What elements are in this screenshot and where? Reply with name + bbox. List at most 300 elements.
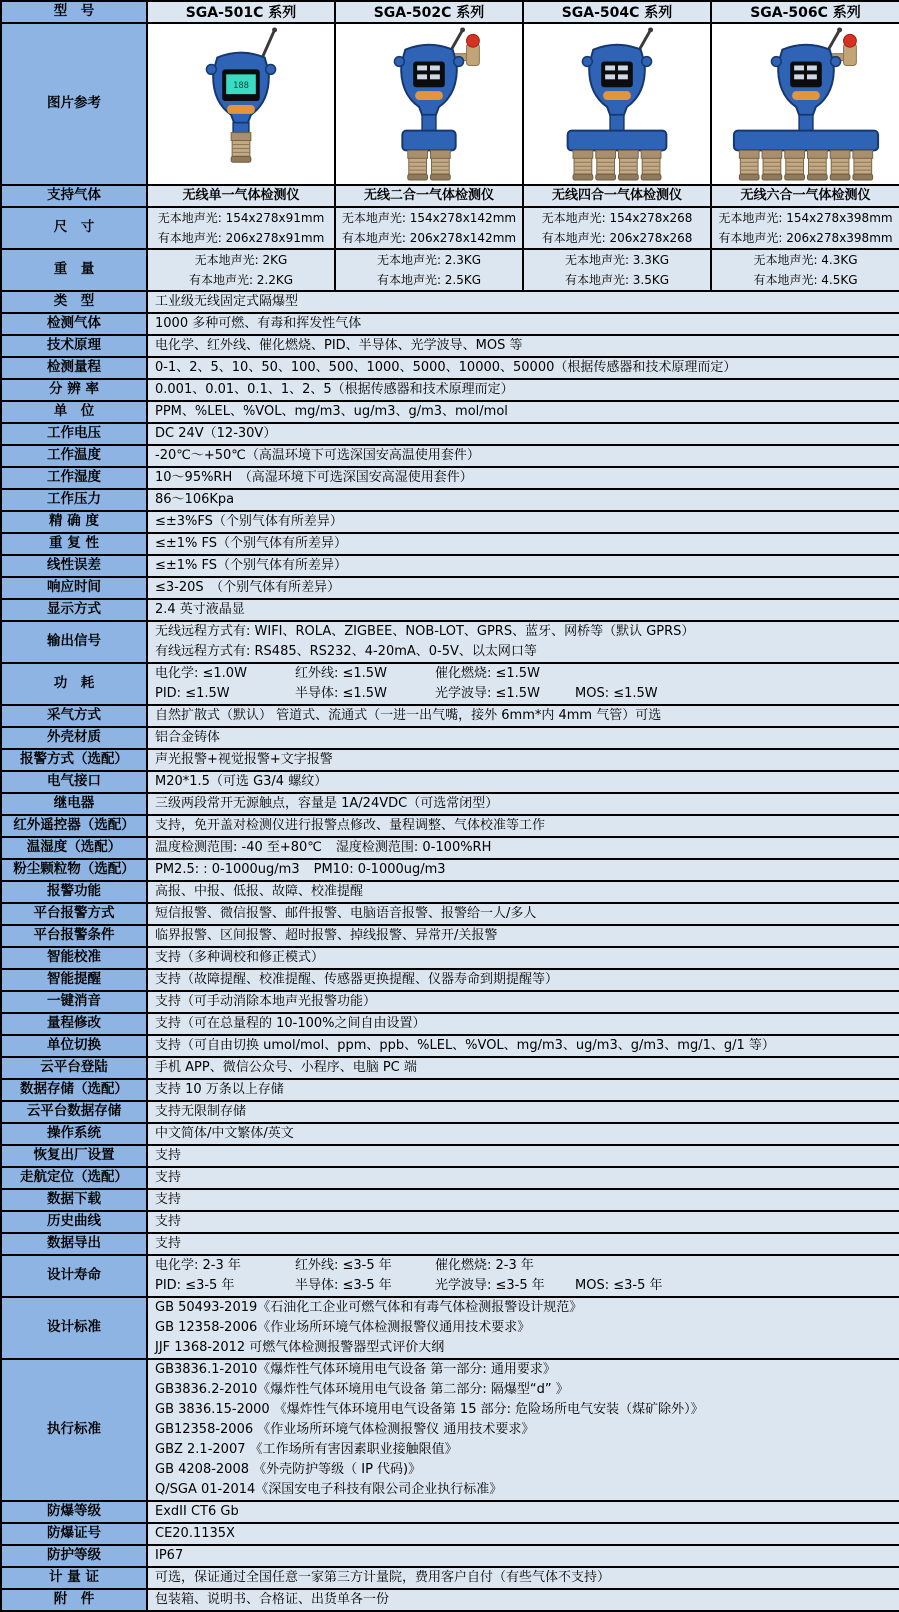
spec-value-cell — [147, 1211, 899, 1233]
spec-segment: 催化燃烧: ≤1.5W — [435, 666, 540, 681]
table-row — [1, 1189, 899, 1211]
spec-segment: 半导体: ≤3-5 年 — [295, 1278, 392, 1293]
spec-line: ≤±1% FS（个别气体有所差异） — [155, 558, 348, 573]
spec-line — [148, 1256, 899, 1276]
spec-value-cell — [147, 1167, 899, 1189]
row-label: 设计寿命 — [1, 1255, 147, 1297]
size-line: 有本地声光: 206x278x398mm — [718, 231, 893, 245]
row-label: 防爆证号 — [1, 1523, 147, 1545]
spec-value-cell — [147, 357, 899, 379]
spec-line: 中文简体/中文繁体/英文 — [155, 1126, 294, 1141]
spec-value-cell — [147, 577, 899, 599]
device-photo-cell — [335, 23, 523, 185]
weight-line: 有本地声光: 2.5KG — [376, 273, 482, 287]
model-name: SGA-506C 系列 — [711, 1, 899, 23]
spec-line: GB 50493-2019《石油化工企业可燃气体和有毒气体检测报警设计规范》 — [155, 1300, 583, 1315]
row-label: 电气接口 — [1, 771, 147, 793]
product-name: 无线六合一气体检测仪 — [740, 188, 871, 203]
row-label: 工作湿度 — [1, 467, 147, 489]
spec-line: 支持（可在总量程的 10-100%之间自由设置） — [155, 1016, 426, 1031]
gas-detector-illustration — [149, 24, 333, 184]
spec-value-cell — [147, 423, 899, 445]
table-row — [1, 313, 899, 335]
spec-line: 支持 — [155, 1170, 182, 1185]
manifold-icon — [568, 131, 667, 151]
row-label: 工作温度 — [1, 445, 147, 467]
row-label: 计 量 证 — [1, 1567, 147, 1589]
spec-line: CE20.1135X — [155, 1526, 235, 1541]
spec-value-cell — [147, 555, 899, 577]
row-label: 功 耗 — [1, 663, 147, 705]
table-row — [1, 881, 899, 903]
spec-line: 铝合金铸体 — [155, 730, 221, 745]
table-row — [1, 1035, 899, 1057]
keypad-icon — [792, 91, 820, 100]
spec-value-cell — [147, 1501, 899, 1523]
spec-table-body — [1, 1, 899, 1611]
weight-cell — [711, 249, 899, 291]
row-label: 粉尘颗粒物（选配） — [1, 859, 147, 881]
row-label: 重 复 性 — [1, 533, 147, 555]
spec-value-cell — [147, 947, 899, 969]
row-label: 走航定位（选配） — [1, 1167, 147, 1189]
spec-line: 10～95%RH （高湿环境下可选深国安高湿使用套件） — [155, 470, 473, 485]
svg-text:188: 188 — [232, 81, 250, 92]
spec-value-cell — [147, 1255, 899, 1297]
row-label: 支持气体 — [1, 185, 147, 207]
spec-value-cell — [147, 771, 899, 793]
weight-cell — [147, 249, 335, 291]
spec-value-cell — [147, 749, 899, 771]
table-row — [1, 1255, 899, 1297]
device-photo-cell — [711, 23, 899, 185]
spec-line: GB 3836.15-2000 《爆炸性气体环境用电气设备第 15 部分: 危险场所电气安装（煤矿除外）》 — [155, 1402, 704, 1417]
row-label: 精 确 度 — [1, 511, 147, 533]
weight-line: 有本地声光: 2.2KG — [188, 273, 294, 287]
size-line: 无本地声光: 154x278x398mm — [718, 211, 893, 225]
weight-line: 无本地声光: 2.3KG — [376, 253, 482, 267]
spec-line: 2.4 英寸液晶显 — [155, 602, 245, 617]
spec-line: 高报、中报、低报、故障、校准提醒 — [155, 884, 364, 899]
table-row — [1, 903, 899, 925]
row-label: 防爆等级 — [1, 1501, 147, 1523]
size-line: 无本地声光: 154x278x91mm — [157, 211, 325, 225]
spec-line: 支持 — [155, 1148, 182, 1163]
table-row — [1, 859, 899, 881]
spec-line — [148, 838, 899, 858]
spec-value-cell — [147, 467, 899, 489]
table-row — [1, 445, 899, 467]
spec-value-cell — [147, 1545, 899, 1567]
sensor-head-icon — [641, 150, 661, 180]
row-label: 分 辨 率 — [1, 379, 147, 401]
manifold-icon — [402, 131, 455, 151]
sensor-head-icon — [762, 150, 782, 180]
device-photo — [712, 24, 899, 184]
spec-value-cell — [147, 727, 899, 749]
row-label: 显示方式 — [1, 599, 147, 621]
spec-segment: 电化学: ≤1.0W — [155, 666, 247, 681]
device-photo — [148, 24, 334, 184]
row-label: 历史曲线 — [1, 1211, 147, 1233]
spec-line: 支持 — [155, 1192, 182, 1207]
spec-line: 86～106Kpa — [155, 492, 235, 507]
table-row — [1, 1079, 899, 1101]
gas-detector-illustration — [525, 24, 709, 184]
spec-line: 支持无限制存储 — [155, 1104, 247, 1119]
row-label: 智能校准 — [1, 947, 147, 969]
spec-line: ≤±3%FS（个别气体有所差异） — [155, 514, 343, 529]
size-line: 有本地声光: 206x278x268 — [541, 231, 693, 245]
size-cell — [335, 207, 523, 249]
table-row — [1, 1567, 899, 1589]
sensor-head-icon — [573, 150, 593, 180]
row-label: 红外遥控器（选配） — [1, 815, 147, 837]
row-label: 单 位 — [1, 401, 147, 423]
spec-line: ExdII CT6 Gb — [155, 1504, 239, 1519]
weight-line: 有本地声光: 4.5KG — [753, 273, 858, 287]
spec-line: ≤3-20S （个别气体有所差异） — [155, 580, 341, 595]
spec-line: GB 12358-2006《作业场所环境气体检测报警仪通用技术要求》 — [155, 1320, 531, 1335]
spec-value-cell — [147, 859, 899, 881]
table-row — [1, 379, 899, 401]
spec-value-cell — [147, 313, 899, 335]
spec-line: GB 4208-2008 《外壳防护等级（ IP 代码)》 — [155, 1462, 422, 1477]
table-row — [1, 207, 899, 249]
weight-line: 有本地声光: 3.5KG — [564, 273, 670, 287]
table-row — [1, 749, 899, 771]
spec-line — [148, 1276, 899, 1296]
spec-segment: PM10: 0-1000ug/m3 — [313, 862, 446, 877]
spec-value-cell — [147, 1233, 899, 1255]
spec-line — [148, 664, 899, 684]
keypad-icon — [415, 91, 443, 100]
table-row — [1, 771, 899, 793]
spec-value-cell — [147, 511, 899, 533]
manifold-icon — [733, 131, 877, 151]
sensor-head-icon — [784, 150, 804, 180]
spec-line: 临界报警、区间报警、超时报警、掉线报警、异常开/关报警 — [155, 928, 498, 943]
table-row — [1, 969, 899, 991]
spec-value-cell — [147, 793, 899, 815]
table-row — [1, 423, 899, 445]
size-line: 无本地声光: 154x278x268 — [541, 211, 693, 225]
row-label: 平台报警方式 — [1, 903, 147, 925]
spec-value-cell — [147, 1101, 899, 1123]
spec-segment: 红外线: ≤1.5W — [295, 666, 387, 681]
spec-line: 支持（可自由切换 umol/mol、ppm、ppb、%LEL、%VOL、mg/m3、ug/m3、g/m3、mg/1、g/1 等） — [155, 1038, 775, 1053]
spec-line: 支持（故障提醒、校准提醒、传感器更换提醒、仪器寿命到期提醒等） — [155, 972, 559, 987]
table-row — [1, 1501, 899, 1523]
spec-segment: 光学波导: ≤3-5 年 — [435, 1278, 545, 1293]
gas-detector-illustration — [714, 24, 898, 184]
table-row — [1, 1101, 899, 1123]
image-row-label: 图片参考 — [1, 23, 147, 185]
table-row — [1, 1145, 899, 1167]
weight-line: 无本地声光: 4.3KG — [753, 253, 858, 267]
row-label: 量程修改 — [1, 1013, 147, 1035]
spec-value-cell — [147, 903, 899, 925]
row-label: 智能提醒 — [1, 969, 147, 991]
size-cell — [523, 207, 711, 249]
spec-segment: 湿度检测范围: 0-100%RH — [335, 840, 492, 855]
sensor-head-icon — [807, 150, 827, 180]
spec-segment: 温度检测范围: -40 至+80℃ — [155, 840, 322, 855]
row-label: 工作压力 — [1, 489, 147, 511]
table-row — [1, 705, 899, 727]
product-name: 无线单一气体检测仪 — [182, 188, 300, 203]
model-name: SGA-504C 系列 — [523, 1, 711, 23]
spec-segment: PID: ≤3-5 年 — [155, 1278, 235, 1293]
spec-value-cell — [147, 1567, 899, 1589]
spec-line: 0.001、0.01、0.1、1、2、5（根据传感器和技术原理而定） — [155, 382, 514, 397]
row-label: 继电器 — [1, 793, 147, 815]
model-name: SGA-501C 系列 — [147, 1, 335, 23]
weight-line: 无本地声光: 3.3KG — [564, 253, 670, 267]
spec-line: 1000 多种可燃、有毒和挥发性气体 — [155, 316, 362, 331]
row-label: 外壳材质 — [1, 727, 147, 749]
spec-segment: MOS: ≤3-5 年 — [575, 1278, 663, 1293]
device-photo — [524, 24, 710, 184]
row-label: 响应时间 — [1, 577, 147, 599]
row-label: 单位切换 — [1, 1035, 147, 1057]
table-row — [1, 663, 899, 705]
table-row — [1, 727, 899, 749]
spec-line: 短信报警、微信报警、邮件报警、电脑语音报警、报警给一人/多人 — [155, 906, 537, 921]
row-label: 工作电压 — [1, 423, 147, 445]
table-row — [1, 1123, 899, 1145]
spec-segment: 半导体: ≤1.5W — [295, 686, 387, 701]
product-name: 无线四合一气体检测仪 — [551, 188, 682, 203]
spec-segment: 红外线: ≤3-5 年 — [295, 1258, 392, 1273]
device-photo — [336, 24, 522, 184]
weight-cell — [335, 249, 523, 291]
spec-value-cell — [147, 1057, 899, 1079]
spec-value-cell — [147, 599, 899, 621]
table-row — [1, 533, 899, 555]
spec-value-cell — [147, 925, 899, 947]
spec-value-cell — [147, 445, 899, 467]
spec-line: 包装箱、说明书、合格证、出货单各一份 — [155, 1592, 390, 1607]
sensor-head-icon — [852, 150, 872, 180]
spec-value-cell — [147, 663, 899, 705]
spec-value-cell — [147, 401, 899, 423]
device-photo-cell — [523, 23, 711, 185]
spec-value-cell — [147, 1013, 899, 1035]
spec-value-cell — [147, 1523, 899, 1545]
row-label: 数据存储（选配） — [1, 1079, 147, 1101]
table-row — [1, 1545, 899, 1567]
table-row — [1, 511, 899, 533]
spec-line: 支持（多种调校和修正模式） — [155, 950, 325, 965]
spec-value-cell — [147, 705, 899, 727]
spec-line: IP67 — [155, 1548, 184, 1563]
spec-segment: PM2.5: : 0-1000ug/m3 — [155, 862, 300, 877]
spec-line: 声光报警+视觉报警+文字报警 — [155, 752, 333, 767]
row-label: 防护等级 — [1, 1545, 147, 1567]
row-label: 平台报警条件 — [1, 925, 147, 947]
spec-line: 支持 10 万条以上存储 — [155, 1082, 284, 1097]
spec-line — [148, 684, 899, 704]
row-label: 重 量 — [1, 249, 147, 291]
alarm-beacon-icon — [843, 34, 856, 47]
spec-value-cell — [147, 533, 899, 555]
spec-value-cell — [147, 1589, 899, 1611]
row-label: 线性误差 — [1, 555, 147, 577]
spec-line: 支持，免开盖对检测仪进行报警点修改、量程调整、气体校准等工作 — [155, 818, 546, 833]
spec-value-cell — [147, 379, 899, 401]
size-line: 有本地声光: 206x278x142mm — [341, 231, 517, 245]
alarm-beacon-icon — [467, 34, 480, 47]
spec-line: 无线远程方式有: WIFI、ROLA、ZIGBEE、NOB-LOT、GPRS、蓝牙、网桥等（默认 GPRS） — [155, 624, 695, 639]
spec-value-cell — [147, 1145, 899, 1167]
spec-line: 有线远程方式有: RS485、RS232、4-20mA、0-5V、以太网口等 — [155, 644, 537, 659]
size-cell — [147, 207, 335, 249]
spec-line: 电化学、红外线、催化燃烧、PID、半导体、光学波导、MOS 等 — [155, 338, 523, 353]
spec-line: Q/SGA 01-2014《深国安电子科技有限公司企业执行标准》 — [155, 1482, 503, 1497]
row-label: 恢复出厂设置 — [1, 1145, 147, 1167]
row-label: 输出信号 — [1, 621, 147, 663]
spec-value-cell — [147, 335, 899, 357]
spec-line: 0-1、2、5、10、50、100、500、1000、5000、10000、50000（根据传感器和技术原理而定） — [155, 360, 737, 375]
table-row — [1, 1359, 899, 1501]
row-label: 技术原理 — [1, 335, 147, 357]
spec-segment: MOS: ≤1.5W — [575, 686, 658, 701]
spec-line: 工业级无线固定式隔爆型 — [155, 294, 299, 309]
weight-line: 无本地声光: 2KG — [194, 253, 288, 267]
spec-value-cell — [147, 1297, 899, 1359]
table-row — [1, 335, 899, 357]
spec-line: 支持 — [155, 1236, 182, 1251]
table-row — [1, 837, 899, 859]
table-row — [1, 1233, 899, 1255]
row-label: 报警方式（选配） — [1, 749, 147, 771]
row-label: 数据下载 — [1, 1189, 147, 1211]
spec-segment: PID: ≤1.5W — [155, 686, 230, 701]
spec-value-cell — [147, 291, 899, 313]
spec-value-cell — [147, 815, 899, 837]
size-line: 有本地声光: 206x278x91mm — [157, 231, 325, 245]
product-name-cell — [335, 185, 523, 207]
spec-value-cell — [147, 1359, 899, 1501]
table-row — [1, 991, 899, 1013]
spec-line: GB3836.2-2010《爆炸性气体环境用电气设备 第二部分: 隔爆型“d” 》 — [155, 1382, 569, 1397]
spec-value-cell — [147, 837, 899, 859]
table-row — [1, 1167, 899, 1189]
weight-cell — [523, 249, 711, 291]
spec-value-cell — [147, 1189, 899, 1211]
sensor-head-icon — [739, 150, 759, 180]
spec-line: 三级两段常开无源触点，容量是 1A/24VDC（可选常闭型） — [155, 796, 499, 811]
spec-line: 支持 — [155, 1214, 182, 1229]
table-row — [1, 577, 899, 599]
spec-line: GBZ 2.1-2007 《工作场所有害因素职业接触限值》 — [155, 1442, 458, 1457]
sensor-head-icon — [830, 150, 850, 180]
spec-segment: 光学波导: ≤1.5W — [435, 686, 540, 701]
table-row — [1, 291, 899, 313]
sensor-head-icon — [596, 150, 616, 180]
product-name-cell — [523, 185, 711, 207]
row-label: 云平台数据存储 — [1, 1101, 147, 1123]
sensor-head-icon — [618, 150, 638, 180]
row-label: 数据导出 — [1, 1233, 147, 1255]
table-row — [1, 1013, 899, 1035]
row-label: 报警功能 — [1, 881, 147, 903]
spec-line: DC 24V（12-30V） — [155, 426, 277, 441]
table-row — [1, 1589, 899, 1611]
spec-line: 可选，保证通过全国任意一家第三方计量院，费用客户自付（有些气体不支持） — [155, 1570, 611, 1585]
spec-value-cell — [147, 969, 899, 991]
spec-value-cell — [147, 1123, 899, 1145]
spec-line: 支持（可手动消除本地声光报警功能） — [155, 994, 377, 1009]
model-row-label: 型 号 — [1, 1, 147, 23]
row-label: 尺 寸 — [1, 207, 147, 249]
table-row — [1, 357, 899, 379]
spec-line: ≤±1% FS（个别气体有所差异） — [155, 536, 348, 551]
table-row — [1, 947, 899, 969]
table-row-product — [1, 185, 899, 207]
spec-line: GB3836.1-2010《爆炸性气体环境用电气设备 第一部分: 通用要求》 — [155, 1362, 556, 1377]
table-row — [1, 925, 899, 947]
table-row — [1, 793, 899, 815]
spec-line: M20*1.5（可选 G3/4 螺纹） — [155, 774, 328, 789]
row-label: 类 型 — [1, 291, 147, 313]
model-name: SGA-502C 系列 — [335, 1, 523, 23]
table-row — [1, 467, 899, 489]
row-label: 执行标准 — [1, 1359, 147, 1501]
spec-value-cell — [147, 1079, 899, 1101]
product-name-cell — [711, 185, 899, 207]
sensor-head-icon — [231, 133, 251, 163]
keypad-icon — [227, 105, 255, 114]
row-label: 一键消音 — [1, 991, 147, 1013]
spec-value-cell — [147, 489, 899, 511]
gas-detector-illustration — [337, 24, 521, 184]
spec-line: 手机 APP、微信公众号、小程序、电脑 PC 端 — [155, 1060, 417, 1075]
table-row — [1, 1211, 899, 1233]
spec-line: PPM、%LEL、%VOL、mg/m3、ug/m3、g/m3、mol/mol — [155, 404, 508, 419]
size-line: 无本地声光: 154x278x142mm — [341, 211, 517, 225]
product-name: 无线二合一气体检测仪 — [363, 188, 494, 203]
spec-value-cell — [147, 881, 899, 903]
table-row — [1, 489, 899, 511]
row-label: 采气方式 — [1, 705, 147, 727]
device-photo-cell — [147, 23, 335, 185]
table-row-images — [1, 23, 899, 185]
spec-line — [148, 860, 899, 880]
table-row — [1, 1297, 899, 1359]
row-label: 附 件 — [1, 1589, 147, 1611]
table-row — [1, 621, 899, 663]
sensor-head-icon — [408, 150, 428, 180]
table-row — [1, 401, 899, 423]
spec-line: JJF 1368-2012 可燃气体检测报警器型式评价大纲 — [155, 1340, 445, 1355]
keypad-icon — [603, 91, 631, 100]
spec-value-cell — [147, 621, 899, 663]
row-label: 检测气体 — [1, 313, 147, 335]
size-cell — [711, 207, 899, 249]
spec-segment: 催化燃烧: 2-3 年 — [435, 1258, 534, 1273]
table-row — [1, 815, 899, 837]
spec-line: GB12358-2006 《作业场所环境气体检测报警仪 通用技术要求》 — [155, 1422, 535, 1437]
table-row — [1, 1057, 899, 1079]
product-name-cell — [147, 185, 335, 207]
spec-segment: 电化学: 2-3 年 — [155, 1258, 241, 1273]
row-label: 云平台登陆 — [1, 1057, 147, 1079]
table-row — [1, 249, 899, 291]
row-label: 温湿度（选配） — [1, 837, 147, 859]
row-label: 检测量程 — [1, 357, 147, 379]
